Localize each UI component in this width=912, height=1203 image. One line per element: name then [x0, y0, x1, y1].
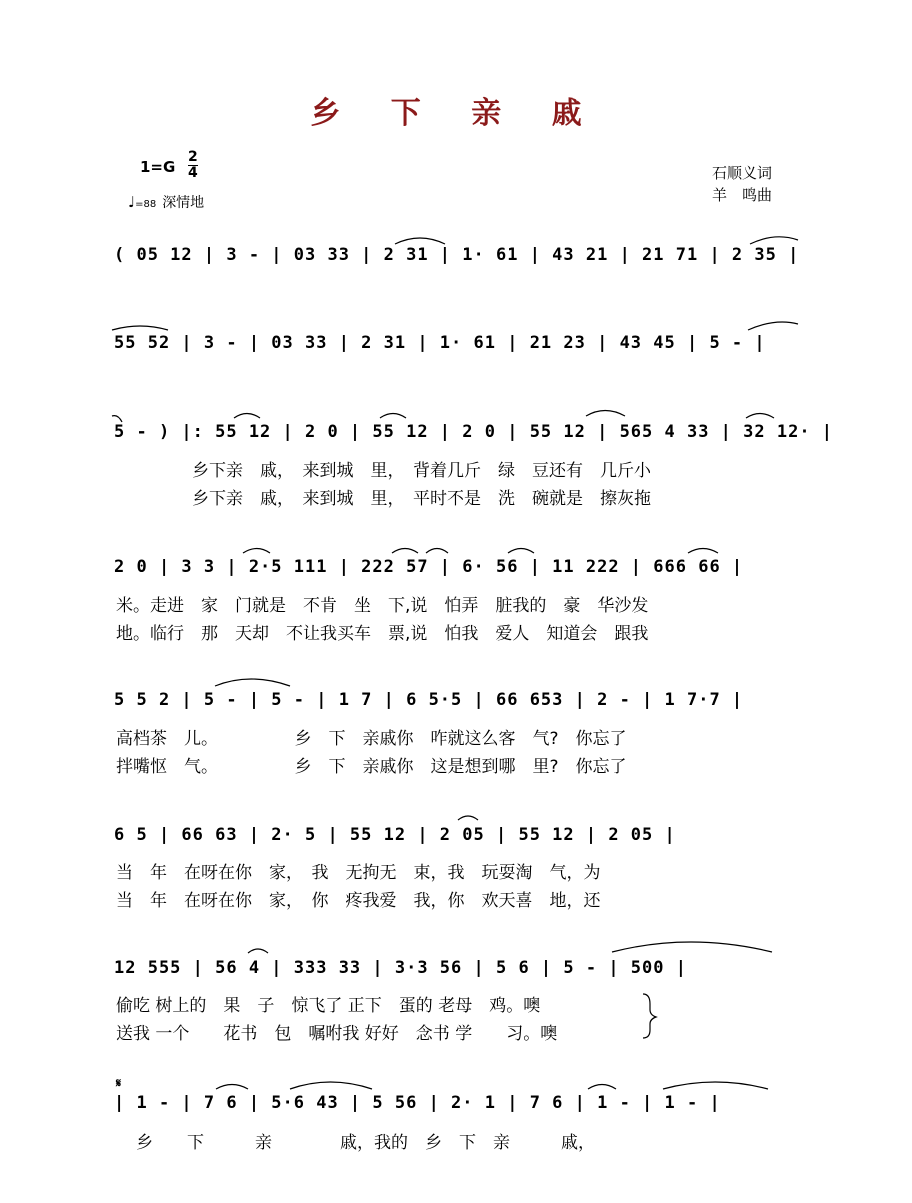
- time-signature-bottom: 4: [188, 165, 198, 181]
- lyricist-credit: 石顺义词: [712, 164, 773, 182]
- tie-arc: [112, 326, 168, 330]
- tie-arc: [586, 411, 625, 417]
- tie-arc: [746, 414, 774, 419]
- time-signature-top: 2: [188, 149, 198, 165]
- notation-line-7: 12 555 | 56 4 | 333 33 | 3·3 56 | 5 6 | 5 - | 500 |: [114, 958, 687, 978]
- credits: [712, 162, 772, 206]
- tie-arc: [234, 414, 260, 419]
- composer-credit: 羊 鸣曲: [712, 186, 773, 204]
- lyrics-line-6-verse-2: 当 年 在呀在你 家， 你 疼我爱 我，你 欢天喜 地，还: [116, 891, 601, 911]
- tie-arc: [392, 549, 418, 554]
- tie-arc: [750, 237, 798, 244]
- tie-arc: [663, 1082, 768, 1089]
- tie-arc: [426, 549, 448, 554]
- tie-arc: [688, 549, 718, 554]
- tie-arc: [380, 414, 406, 419]
- quarter-note-icon: ♩: [128, 193, 136, 211]
- notation-line-8: | 1 - | 7 6 | 5·6 43 | 5 56 | 2· 1 | 7 6 | 1 - | 1 - |: [114, 1093, 721, 1113]
- tempo-bpm: =88: [135, 199, 157, 210]
- tie-arc: [395, 238, 445, 244]
- tie-arc: [216, 1085, 248, 1090]
- tie-arc: [458, 816, 478, 820]
- segno-icon: 𝄋: [116, 1076, 122, 1090]
- tie-arc: [508, 549, 534, 554]
- lyrics-line-4-verse-2: 地。临行 那 天却 不让我买车 票,说 怕我 爱人 知道会 跟我: [116, 624, 649, 644]
- tempo-expression: 深情地: [162, 195, 205, 211]
- lyrics-line-3-verse-2: 乡下亲 戚， 来到城 里， 平时不是 洗 碗就是 擦灰拖: [192, 489, 651, 509]
- notation-line-3: 5 - ) |: 55 12 | 2 0 | 55 12 | 2 0 | 55 12 | 565 4 33 | 32 12· |: [114, 422, 834, 442]
- lyrics-line-7-verse-1: 偷吃 树上的 果 子 惊飞了 正下 蛋的 老母 鸡。噢: [116, 996, 541, 1016]
- notation-line-6: 6 5 | 66 63 | 2· 5 | 55 12 | 2 05 | 55 12 | 2 05 |: [114, 825, 676, 845]
- lyrics-line-5-verse-1: 高档茶 儿。 乡 下 亲戚你 咋就这么客 气? 你忘了: [116, 729, 627, 749]
- notation-line-1: ( 05 12 | 3 - | 03 33 | 2 31 | 1· 61 | 43 21 | 21 71 | 2 35 |: [114, 245, 800, 265]
- tie-arc: [243, 549, 270, 554]
- song-title: 乡 下 亲 戚: [310, 96, 602, 131]
- lyrics-line-3-verse-1: 乡下亲 戚， 来到城 里， 背着几斤 绿 豆还有 几斤小: [192, 461, 651, 481]
- tie-arc: [248, 949, 268, 953]
- lyrics-line-4-verse-1: 米。走进 家 门就是 不肯 坐 下,说 怕弄 脏我的 豪 华沙发: [116, 596, 649, 616]
- notation-line-5: 5 5 2 | 5 - | 5 - | 1 7 | 6 5·5 | 66 653 | 2 - | 1 7·7 |: [114, 690, 744, 710]
- tie-arc: [748, 322, 798, 330]
- notation-line-4: 2 0 | 3 3 | 2·5 111 | 222 57 | 6· 56 | 11 222 | 666 66 |: [114, 557, 744, 577]
- lyrics-line-8-verse-1: 乡 下 亲 戚，我的 乡 下 亲 戚，: [136, 1133, 595, 1153]
- tie-arc: [215, 679, 290, 686]
- tie-arc: [588, 1085, 616, 1090]
- brace-icon: [643, 994, 656, 1038]
- key-signature: 1=G: [140, 158, 176, 176]
- lyrics-line-6-verse-1: 当 年 在呀在你 家， 我 无拘无 束，我 玩耍淘 气，为: [116, 863, 601, 883]
- notation-line-2: 55 52 | 3 - | 03 33 | 2 31 | 1· 61 | 21 23 | 43 45 | 5 - |: [114, 333, 766, 353]
- tempo-marking: [128, 192, 204, 212]
- lyrics-line-5-verse-2: 拌嘴怄 气。 乡 下 亲戚你 这是想到哪 里? 你忘了: [116, 757, 627, 777]
- tie-arc: [290, 1082, 372, 1089]
- lyrics-line-7-verse-2: 送我 一个 花书 包 嘱咐我 好好 念书 学 习。噢: [116, 1024, 558, 1044]
- tie-arc: [612, 942, 772, 952]
- time-signature: [188, 150, 198, 181]
